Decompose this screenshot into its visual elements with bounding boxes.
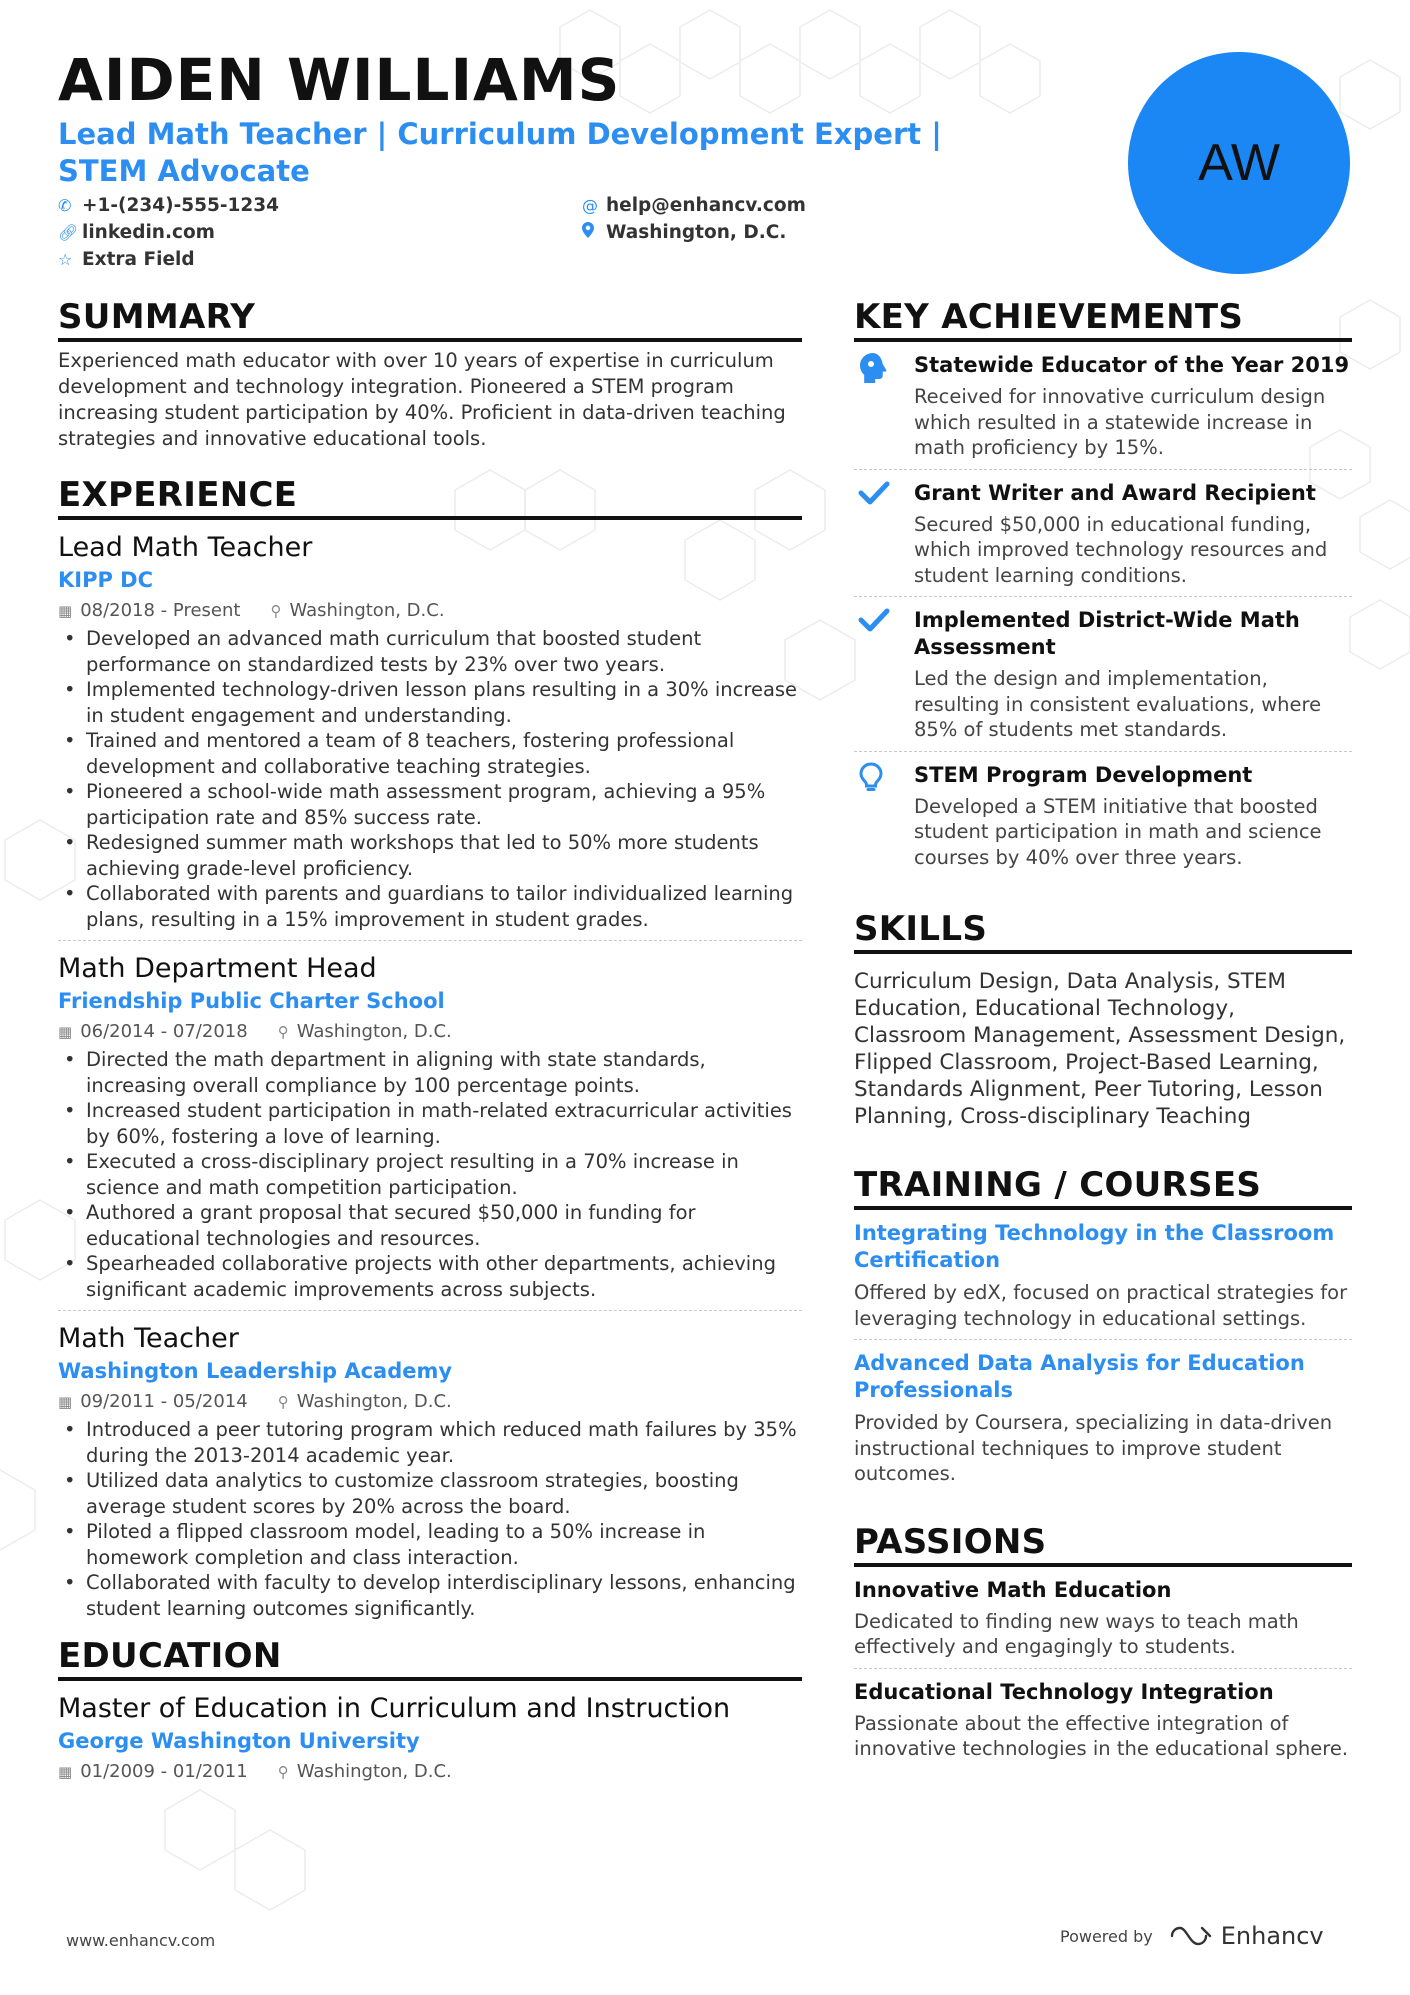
- right-column: [854, 296, 1352, 1792]
- job-meta: [58, 598, 802, 624]
- job-dates: [58, 1389, 248, 1415]
- course-item: [854, 1210, 1352, 1340]
- achievements-heading: KEY ACHIEVEMENTS: [854, 296, 1352, 342]
- phone-text: +1-(234)-555-1234: [82, 195, 280, 216]
- achievement-item: [854, 752, 1352, 879]
- at-icon: @: [582, 196, 598, 215]
- passion-item: [854, 1567, 1352, 1669]
- achievement-body: [914, 762, 1352, 871]
- skills-heading: SKILLS: [854, 908, 1352, 954]
- bullet-item: • Trained and mentored a team of 8 teachers, fostering professional development and collaborative teaching strategies.: [58, 728, 802, 779]
- achievement-desc: Developed a STEM initiative that boosted student participation in math and science courses by 40% over three years.: [914, 794, 1322, 869]
- job-meta: [58, 1019, 802, 1045]
- job-company[interactable]: Friendship Public Charter School: [58, 989, 445, 1013]
- summary-section: [58, 296, 802, 452]
- achievement-body: [914, 480, 1352, 589]
- bullet-item: • Collaborated with parents and guardians to tailor individualized learning plans, resulting in a 15% improvement in student grades.: [58, 881, 802, 932]
- education-section: [58, 1635, 802, 1785]
- course-title[interactable]: Integrating Technology in the Classroom Certification: [854, 1221, 1335, 1272]
- extra-field: [58, 247, 195, 273]
- job-bullets: [58, 1047, 802, 1302]
- passion-desc: Dedicated to finding new ways to teach math effectively and engagingly to students.: [854, 1609, 1299, 1658]
- course-item: [854, 1340, 1352, 1495]
- job-dates: [58, 1019, 248, 1045]
- enhancv-logo-icon: [1169, 1925, 1213, 1947]
- education-location-text: Washington, D.C.: [296, 1761, 452, 1782]
- bullet-item: • Introduced a peer tutoring program which reduced math failures by 35% during the 2013-2014 academic year.: [58, 1417, 802, 1468]
- brand-logo[interactable]: [1169, 1922, 1324, 1950]
- job-location-text: Washington, D.C.: [296, 1391, 452, 1412]
- job-company[interactable]: Washington Leadership Academy: [58, 1359, 453, 1383]
- bullet-item: • Piloted a flipped classroom model, leading to a 50% increase in homework completion and class interaction.: [58, 1519, 802, 1570]
- achievement-desc: Secured $50,000 in educational funding, which improved technology resources and student learning conditions.: [914, 512, 1328, 587]
- passions-heading: PASSIONS: [854, 1521, 1352, 1567]
- bullet-item: • Authored a grant proposal that secured $50,000 in funding for educational technologies and resources.: [58, 1200, 802, 1251]
- location-text: Washington, D.C.: [606, 222, 787, 243]
- location-pin-icon: ⚲: [277, 1023, 289, 1041]
- job-dates-text: 06/2014 - 07/2018: [80, 1021, 248, 1042]
- job-location: [270, 598, 444, 624]
- achievement-title: Implemented District-Wide Math Assessment: [914, 608, 1300, 659]
- passion-title: Innovative Math Education: [854, 1577, 1172, 1602]
- bullet-item: • Collaborated with faculty to develop interdisciplinary lessons, enhancing student learning outcomes significantly.: [58, 1570, 802, 1621]
- avatar: AW: [1128, 52, 1350, 274]
- job-title: Math Department Head: [58, 953, 377, 984]
- course-desc: Provided by Coursera, specializing in data-driven instructional techniques to improve student outcomes.: [854, 1411, 1333, 1485]
- summary-heading: SUMMARY: [58, 296, 802, 342]
- job-location-text: Washington, D.C.: [296, 1021, 452, 1042]
- passion-title: Educational Technology Integration: [854, 1679, 1274, 1704]
- job-location-text: Washington, D.C.: [289, 600, 445, 621]
- education-dates: [58, 1759, 248, 1785]
- job-company[interactable]: KIPP DC: [58, 568, 154, 592]
- footer-website[interactable]: www.enhancv.com: [66, 1931, 216, 1950]
- location-pin-icon: ⚲: [270, 602, 282, 620]
- powered-by-text: Powered by: [1060, 1926, 1153, 1946]
- achievement-title: Grant Writer and Award Recipient: [914, 480, 1316, 505]
- location-pin-icon: ⚲: [277, 1393, 289, 1411]
- job-dates: [58, 598, 240, 624]
- check-icon: [854, 607, 914, 743]
- education-entry: [58, 1681, 802, 1785]
- education-dates-text: 01/2009 - 01/2011: [80, 1761, 248, 1782]
- achievement-body: [914, 607, 1352, 743]
- location-contact: [582, 220, 786, 246]
- bullet-item: • Implemented technology-driven lesson plans resulting in a 30% increase in student engagement and understanding.: [58, 677, 802, 728]
- link-icon: 🔗︎: [58, 223, 79, 242]
- achievement-item: [854, 470, 1352, 598]
- course-desc: Offered by edX, focused on practical strategies for leveraging technology in educational settings.: [854, 1281, 1348, 1330]
- bullet-item: • Developed an advanced math curriculum that boosted student performance on standardized tests by 23% over two years.: [58, 626, 802, 677]
- job-bullets: [58, 1417, 802, 1621]
- phone-contact[interactable]: [58, 193, 279, 219]
- extra-field-text: Extra Field: [82, 249, 195, 270]
- calendar-icon: ▦: [58, 1763, 73, 1781]
- candidate-name: AIDEN WILLIAMS: [58, 46, 621, 114]
- passion-item: [854, 1669, 1352, 1770]
- job-meta: [58, 1389, 802, 1415]
- linkedin-contact[interactable]: [58, 220, 215, 246]
- left-column: [58, 296, 802, 1807]
- bullet-item: • Increased student participation in math-related extracurricular activities by 60%, fostering a love of learning.: [58, 1098, 802, 1149]
- bullet-item: • Directed the math department in aligning with state standards, increasing overall compliance by 100 percentage points.: [58, 1047, 802, 1098]
- job-entry: [58, 520, 802, 941]
- contact-info: [58, 193, 818, 277]
- experience-heading: EXPERIENCE: [58, 474, 802, 520]
- calendar-icon: ▦: [58, 602, 73, 620]
- achievement-title: STEM Program Development: [914, 762, 1253, 787]
- course-title[interactable]: Advanced Data Analysis for Education Professionals: [854, 1351, 1305, 1402]
- achievement-item: [854, 597, 1352, 752]
- job-title: Lead Math Teacher: [58, 532, 313, 563]
- email-text: help@enhancv.com: [606, 195, 806, 216]
- achievement-item: [854, 342, 1352, 470]
- job-entry: [58, 941, 802, 1311]
- school-name[interactable]: George Washington University: [58, 1729, 420, 1753]
- check-icon: [854, 480, 914, 589]
- email-contact[interactable]: [582, 193, 806, 219]
- job-dates-text: 08/2018 - Present: [80, 600, 241, 621]
- job-entry: [58, 1311, 802, 1621]
- passion-desc: Passionate about the effective integration of innovative technologies in the educational sphere.: [854, 1711, 1349, 1760]
- achievement-body: [914, 352, 1352, 461]
- bullet-item: • Redesigned summer math workshops that led to 50% more students achieving grade-level proficiency.: [58, 830, 802, 881]
- experience-section: [58, 474, 802, 1621]
- bullet-item: • Spearheaded collaborative projects with other departments, achieving significant academic improvements across subjects.: [58, 1251, 802, 1302]
- job-location: [278, 1019, 452, 1045]
- passions-section: [854, 1521, 1352, 1770]
- calendar-icon: ▦: [58, 1023, 73, 1041]
- job-bullets: [58, 626, 802, 932]
- education-meta: [58, 1759, 802, 1785]
- footer-powered: [1060, 1922, 1324, 1950]
- training-heading: TRAINING / COURSES: [854, 1164, 1352, 1210]
- skills-text: Curriculum Design, Data Analysis, STEM Education, Educational Technology, Classroom Management, Assessment Design, Flipped Classroom, Project-Based Learning, Standards Alignment, Peer Tutoring, Lesson Planning, Cross-disciplinary Teaching: [854, 969, 1346, 1129]
- achievement-desc: Received for innovative curriculum design which resulted in a statewide increase in math proficiency by 15%.: [914, 385, 1326, 459]
- linkedin-text: linkedin.com: [82, 222, 215, 243]
- bullet-item: • Utilized data analytics to customize classroom strategies, boosting average student scores by 20% across the board.: [58, 1468, 802, 1519]
- location-pin-icon: [582, 220, 606, 246]
- job-dates-text: 09/2011 - 05/2014: [80, 1391, 248, 1412]
- achievements-section: [854, 296, 1352, 878]
- phone-icon: ✆: [58, 196, 72, 215]
- head-icon: [854, 352, 914, 461]
- calendar-icon: ▦: [58, 1393, 73, 1411]
- bullet-item: • Executed a cross-disciplinary project resulting in a 70% increase in science and math competition participation.: [58, 1149, 802, 1200]
- achievement-title: Statewide Educator of the Year 2019: [914, 353, 1350, 377]
- job-location: [278, 1389, 452, 1415]
- education-heading: EDUCATION: [58, 1635, 802, 1681]
- degree-title: Master of Education in Curriculum and Instruction: [58, 1693, 731, 1724]
- achievement-desc: Led the design and implementation, resulting in consistent evaluations, where 85% of students met standards.: [914, 667, 1322, 741]
- lightbulb-icon: [854, 762, 914, 871]
- headline: Lead Math Teacher | Curriculum Development Expert | STEM Advocate: [58, 117, 942, 188]
- location-pin-icon: ⚲: [277, 1763, 289, 1781]
- bullet-item: • Pioneered a school-wide math assessment program, achieving a 95% participation rate and 85% success rate.: [58, 779, 802, 830]
- brand-name: Enhancv: [1220, 1922, 1324, 1950]
- skills-section: [854, 908, 1352, 1130]
- star-icon: ☆: [58, 250, 73, 269]
- training-section: [854, 1164, 1352, 1495]
- summary-text: Experienced math educator with over 10 years of expertise in curriculum development and technology integration. Pioneered a STEM program increasing student participation by 40%. Proficient in data-driven teaching strategies and innovative educational tools.: [58, 349, 786, 450]
- education-location: [278, 1759, 452, 1785]
- job-title: Math Teacher: [58, 1323, 239, 1354]
